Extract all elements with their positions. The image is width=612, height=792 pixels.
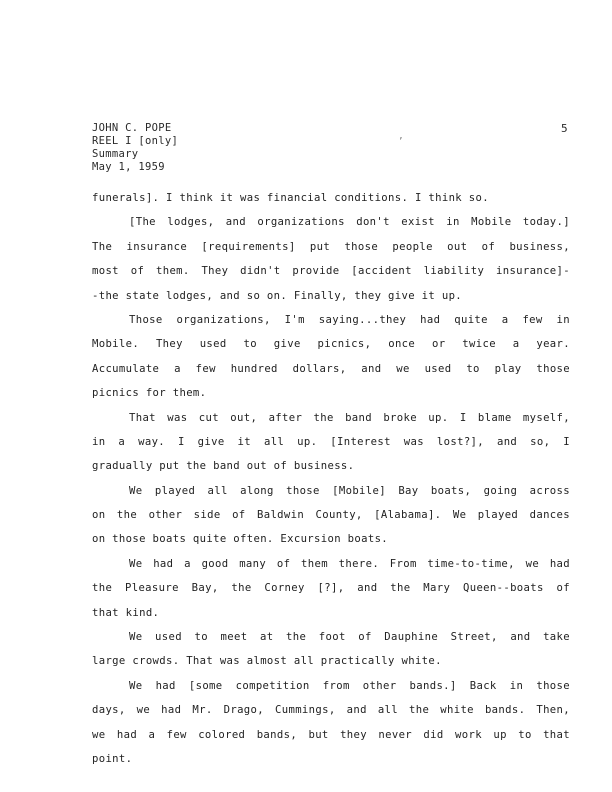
transcript-line: large crowds. That was almost all practically white. bbox=[92, 655, 442, 668]
interviewee-name: JOHN C. POPE bbox=[92, 122, 172, 134]
transcript-line: Accumulate a few hundred dollars, and we used to play those bbox=[92, 362, 570, 375]
transcript-body bbox=[92, 186, 570, 771]
interview-date: May 1, 1959 bbox=[92, 161, 165, 173]
transcript-line: Mobile. They used to give picnics, once or twice a year. bbox=[92, 338, 570, 351]
transcript-line: days, we had Mr. Drago, Cummings, and all the white bands. Then, bbox=[92, 704, 570, 717]
transcript-line: Those organizations, I'm saying...they had quite a few in bbox=[129, 313, 570, 326]
transcript-line: funerals]. I think it was financial conditions. I think so. bbox=[92, 192, 489, 204]
transcript-line: in a way. I give it all up. [Interest was lost?], and so, I bbox=[92, 435, 570, 448]
stray-mark: ’ bbox=[398, 137, 404, 147]
transcript-line: on those boats quite often. Excursion boats. bbox=[92, 533, 389, 546]
transcript-line: We had [some competition from other bands.] Back in those bbox=[129, 679, 570, 692]
transcript-line: [The lodges, and organizations don't exist in Mobile today.] bbox=[129, 216, 570, 229]
transcript-line: The insurance [requirements] put those people out of business, bbox=[92, 240, 570, 253]
transcript-line: gradually put the band out of business. bbox=[92, 460, 355, 473]
transcript-line: that kind. bbox=[92, 606, 160, 619]
transcript-line: We had a good many of them there. From time-to-time, we had bbox=[129, 557, 570, 570]
transcript-line: We used to meet at the foot of Dauphine Street, and take bbox=[129, 631, 570, 644]
document-header bbox=[92, 122, 178, 174]
reel-label: REEL I [only] bbox=[92, 135, 179, 147]
transcript-line: -the state lodges, and so on. Finally, they give it up. bbox=[92, 289, 463, 302]
transcript-line: point. bbox=[92, 752, 133, 765]
transcript-line: We played all along those [Mobile] Bay boats, going across bbox=[129, 484, 570, 497]
transcript-line: That was cut out, after the band broke up. I blame myself, bbox=[129, 411, 570, 424]
page-number: 5 bbox=[561, 122, 568, 135]
transcript-line: most of them. They didn't provide [accident liability insurance]- bbox=[92, 265, 570, 278]
transcript-line: we had a few colored bands, but they never did work up to that bbox=[92, 728, 570, 741]
document-type: Summary bbox=[92, 148, 139, 160]
transcript-line: on the other side of Baldwin County, [Alabama]. We played dances bbox=[92, 509, 570, 522]
transcript-line: picnics for them. bbox=[92, 387, 207, 400]
transcript-line: the Pleasure Bay, the Corney [?], and the Mary Queen--boats of bbox=[92, 582, 570, 595]
